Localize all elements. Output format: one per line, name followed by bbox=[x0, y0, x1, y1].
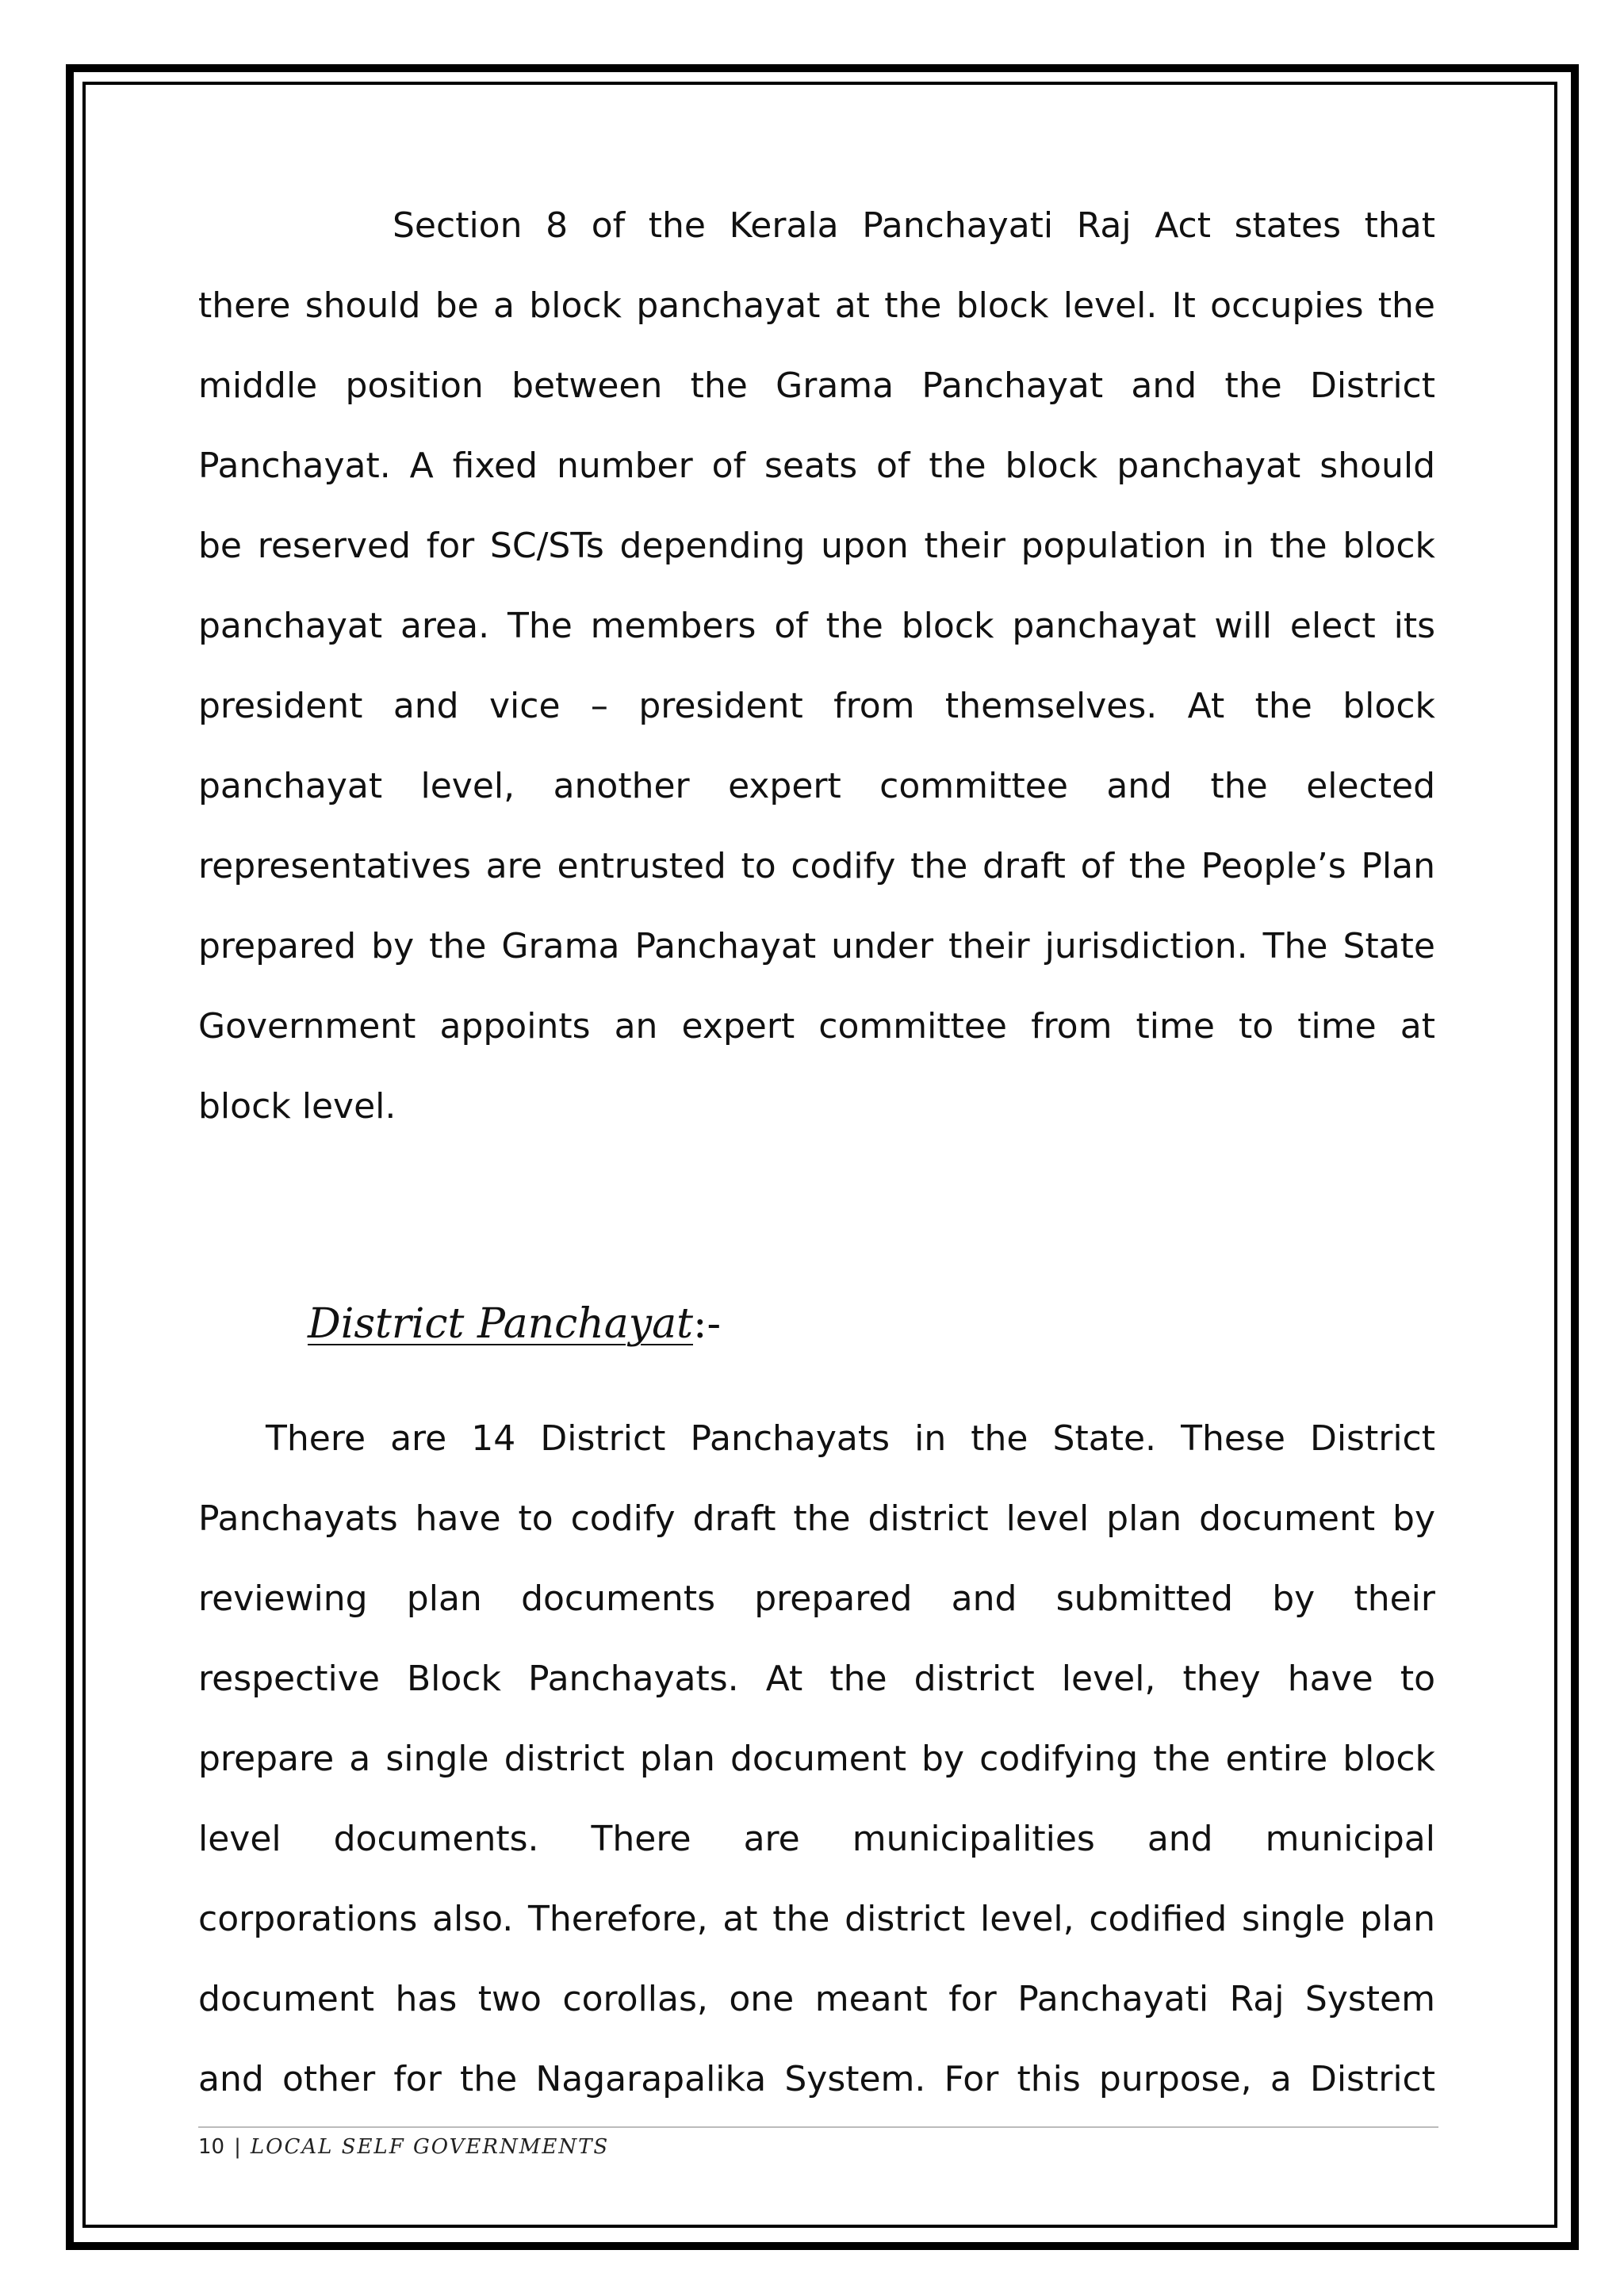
paragraph-line: Panchayat. A fixed number of seats of the block panchayat should bbox=[198, 446, 1435, 486]
paragraph-line: be reserved for SC/STs depending upon their population in the block bbox=[198, 526, 1435, 566]
running-title: LOCAL SELF GOVERNMENTS bbox=[250, 2135, 610, 2159]
page-number: 10 bbox=[198, 2135, 225, 2159]
paragraph-line: middle position between the Grama Panchayat and the District bbox=[198, 365, 1435, 406]
paragraph-line: block level. bbox=[198, 1086, 396, 1127]
paragraph-line: there should be a block panchayat at the block level. It occupies the bbox=[198, 285, 1435, 326]
section-heading bbox=[308, 1292, 721, 1356]
paragraph-line: prepare a single district plan document by codifying the entire block bbox=[198, 1739, 1435, 1779]
paragraph-line: panchayat level, another expert committee and the elected bbox=[198, 766, 1435, 806]
paragraph-line: Panchayats have to codify draft the district level plan document by bbox=[198, 1498, 1435, 1539]
paragraph-line: president and vice – president from themselves. At the block bbox=[198, 686, 1435, 726]
paragraph-district-panchayat bbox=[198, 1399, 1435, 2119]
paragraph-line: prepared by the Grama Panchayat under their jurisdiction. The State bbox=[198, 926, 1435, 966]
footer-separator: | bbox=[234, 2135, 241, 2159]
paragraph-line: and other for the Nagarapalika System. For this purpose, a District bbox=[198, 2059, 1435, 2099]
paragraph-line: Government appoints an expert committee from time to time at bbox=[198, 1006, 1435, 1047]
paragraph-line: There are 14 District Panchayats in the State. These District bbox=[266, 1418, 1435, 1459]
paragraph-line: reviewing plan documents prepared and submitted by their bbox=[198, 1578, 1435, 1619]
paragraph-line: level documents. There are municipalities and municipal bbox=[198, 1819, 1435, 1859]
paragraph-block-panchayat bbox=[198, 186, 1435, 1146]
paragraph-line: panchayat area. The members of the block panchayat will elect its bbox=[198, 606, 1435, 646]
footer-rule bbox=[198, 2126, 1438, 2128]
section-heading-suffix: :- bbox=[692, 1300, 722, 1348]
page-footer bbox=[198, 2131, 609, 2163]
paragraph-line: Section 8 of the Kerala Panchayati Raj Act states that bbox=[393, 205, 1435, 246]
paragraph-line: document has two corollas, one meant for Panchayati Raj System bbox=[198, 1979, 1435, 2019]
section-heading-title: District Panchayat bbox=[308, 1300, 693, 1348]
paragraph-line: corporations also. Therefore, at the district level, codified single plan bbox=[198, 1899, 1435, 1939]
paragraph-line: respective Block Panchayats. At the district level, they have to bbox=[198, 1659, 1435, 1699]
paragraph-line: representatives are entrusted to codify the draft of the People’s Plan bbox=[198, 846, 1435, 886]
